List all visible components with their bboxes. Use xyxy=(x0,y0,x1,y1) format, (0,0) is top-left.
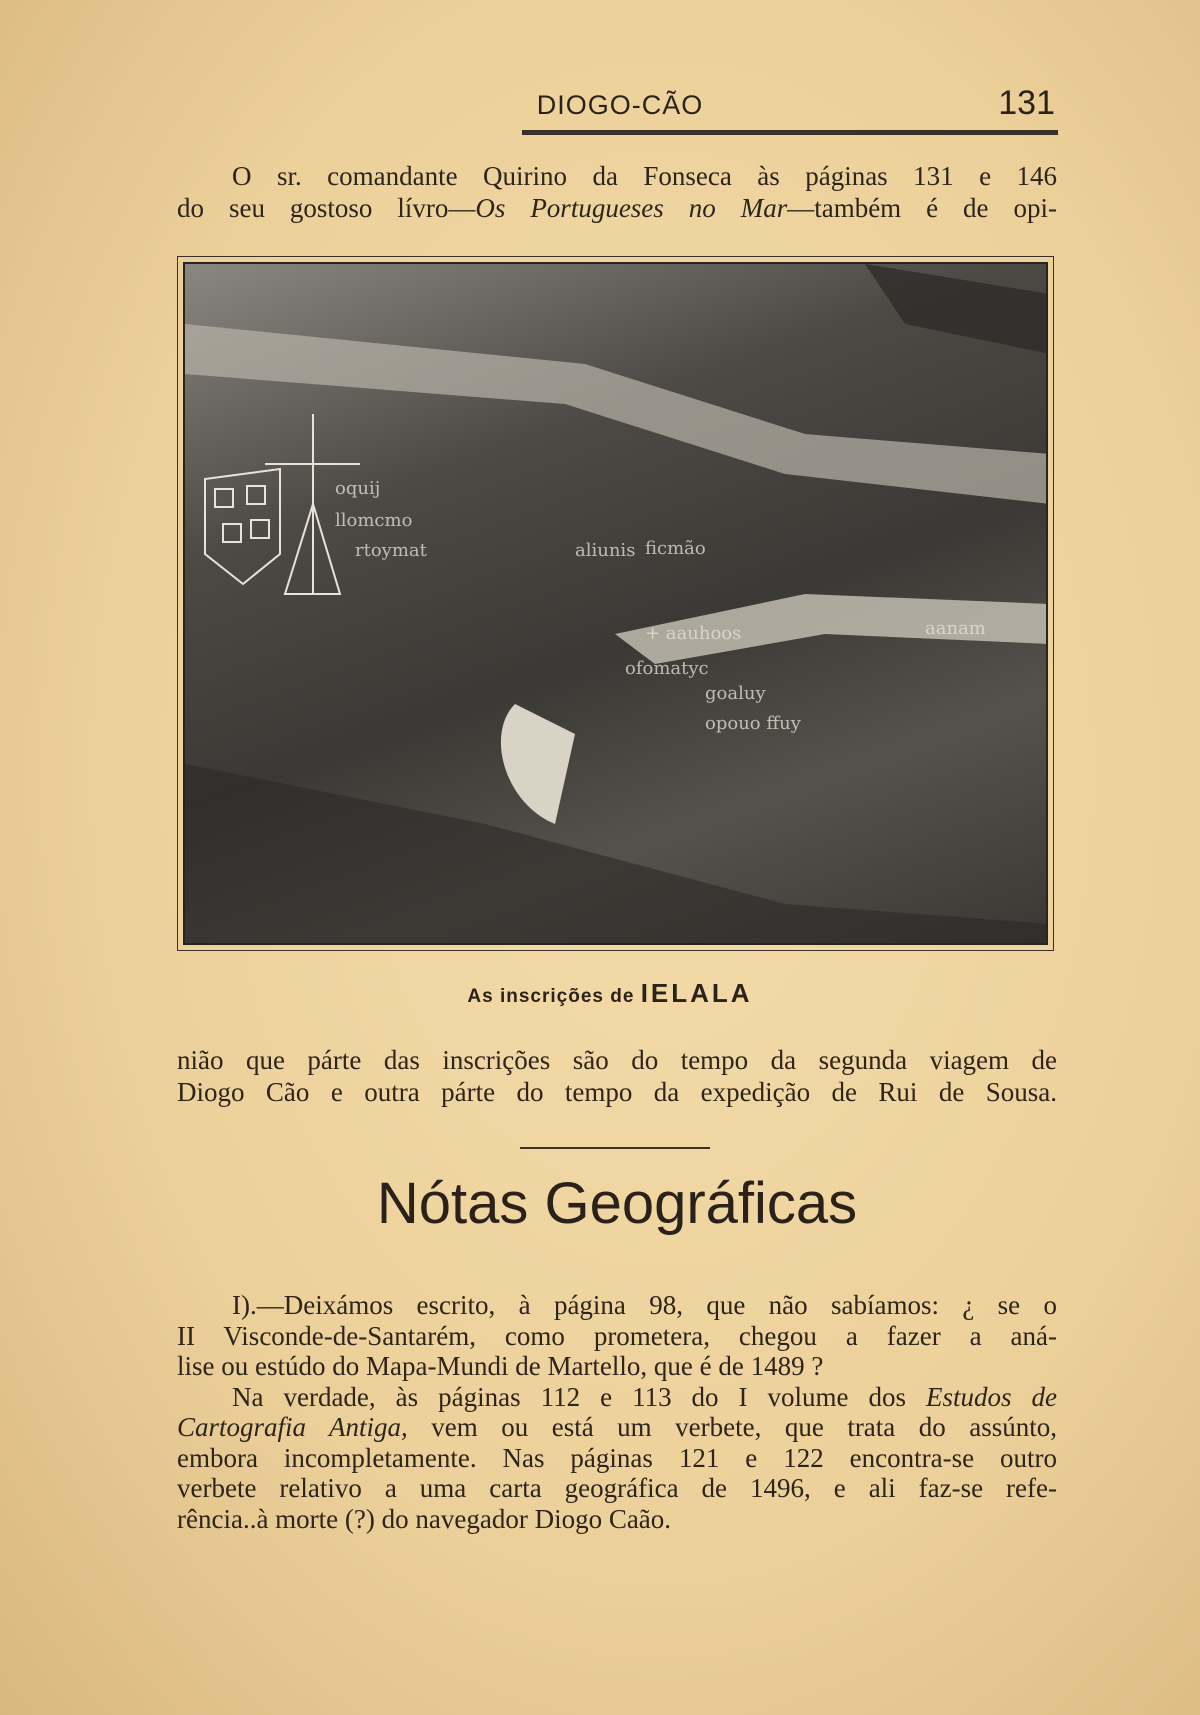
text-line: I).—Deixámos escrito, à página 98, que não sabíamos: ¿ se o xyxy=(232,1290,1057,1320)
text-line xyxy=(177,192,1057,224)
svg-text:ficmão: ficmão xyxy=(645,538,706,559)
text-line: O sr. comandante Quirino da Fonseca às páginas 131 e 146 xyxy=(232,161,1057,191)
text-line xyxy=(177,1382,1057,1413)
svg-text:oquij: oquij xyxy=(335,478,381,499)
rock-inscriptions-photo xyxy=(183,262,1048,945)
text: —também é de opi- xyxy=(787,193,1057,223)
svg-text:llomcmo: llomcmo xyxy=(335,510,413,531)
section-divider xyxy=(520,1147,710,1149)
book-title: Cartografia Antiga, xyxy=(177,1412,408,1442)
page-number: 131 xyxy=(998,84,1055,122)
text: vem ou está um verbete, que trata do assúnto, xyxy=(407,1412,1057,1442)
caption-place-name: IELALA xyxy=(640,978,753,1008)
paragraph-1 xyxy=(177,160,1057,224)
figure-caption xyxy=(400,978,820,1009)
svg-text:+ aauhoos: + aauhoos xyxy=(645,623,742,644)
svg-text:rtoymat: rtoymat xyxy=(355,540,427,561)
text-line: embora incompletamente. Nas páginas 121 e 122 encontra-se outro xyxy=(177,1442,1057,1473)
book-title: Os Portugueses no Mar xyxy=(475,193,788,223)
svg-text:opouo ffuy: opouo ffuy xyxy=(705,713,801,734)
text-line: Diogo Cão e outra párte do tempo da expedição de Rui de Sousa. xyxy=(177,1077,1057,1107)
text: do seu gostoso lívro— xyxy=(177,193,476,223)
text-line: II Visconde-de-Santarém, como prometera, chegou a fazer a aná- xyxy=(177,1320,1057,1351)
paragraph-2 xyxy=(177,1044,1057,1108)
text-line xyxy=(177,1412,1057,1443)
text: Na verdade, às páginas 112 e 113 do I volume dos xyxy=(232,1381,927,1412)
svg-text:aanam: aanam xyxy=(925,618,986,639)
text-line: rência..à morte (?) do navegador Diogo Caão. xyxy=(177,1503,672,1534)
header-rule xyxy=(522,130,1058,135)
svg-text:goaluy: goaluy xyxy=(705,683,766,704)
svg-text:aliunis: aliunis xyxy=(575,540,636,561)
running-title: DIOGO-CÃO xyxy=(536,90,704,120)
text-line: verbete relativo a uma carta geográfica de 1496, e ali faz-se refe- xyxy=(177,1473,1057,1503)
text-line: lise ou estúdo do Mapa-Mundi de Martello, que é de 1489 ? xyxy=(177,1351,824,1381)
section-title: Nótas Geográficas xyxy=(376,1171,858,1236)
photo-illustration xyxy=(185,264,1048,945)
svg-text:ofomatyc: ofomatyc xyxy=(625,658,709,679)
paragraph-3 xyxy=(177,1290,1057,1534)
text-line: nião que párte das inscrições são do tempo da segunda viagem de xyxy=(177,1045,1057,1075)
book-title: Estudos de xyxy=(926,1381,1057,1412)
caption-text: As inscrições de xyxy=(467,986,635,1007)
